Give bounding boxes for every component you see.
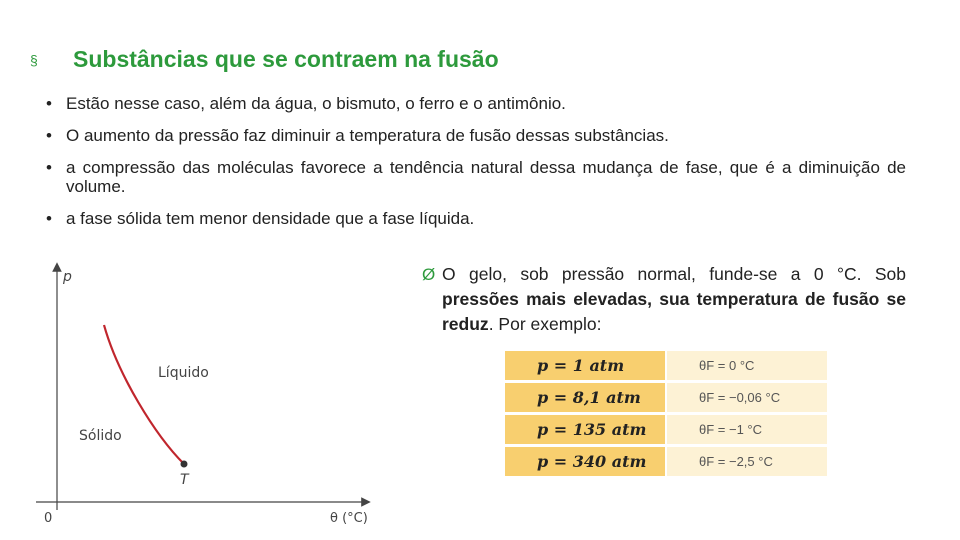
pressure-cell: p = 340 atm (505, 447, 665, 476)
bullet-dot-icon: • (46, 209, 52, 228)
triple-point-label: T (180, 472, 189, 488)
bullet-dot-icon: • (46, 158, 52, 177)
table-row (505, 447, 827, 476)
example-text-post: . Por exemplo: (488, 314, 602, 334)
triple-point (181, 461, 188, 468)
bullet-dot-icon: • (46, 126, 52, 145)
temperature-cell: θF = −2,5 °C (665, 447, 827, 476)
arrow-bullet-icon: Ø (422, 265, 436, 284)
region-solid-label: Sólido (79, 428, 122, 444)
title-bullet-icon: § (30, 52, 38, 68)
table-row (505, 415, 827, 444)
bullet-dot-icon: • (46, 94, 52, 113)
bullet-item (40, 126, 906, 145)
example-paragraph (422, 262, 906, 337)
bullet-list (40, 94, 906, 241)
bullet-item (40, 209, 906, 228)
x-axis-label: θ (°C) (330, 511, 368, 526)
phase-diagram (0, 255, 400, 540)
temperature-cell: θF = −0,06 °C (665, 383, 827, 412)
bullet-item (40, 94, 906, 113)
slide-title: Substâncias que se contraem na fusão (73, 46, 499, 72)
temperature-cell: θF = 0 °C (665, 351, 827, 380)
pressure-cell: p = 135 atm (505, 415, 665, 444)
table-row (505, 383, 827, 412)
origin-label: 0 (44, 511, 53, 526)
bullet-text: a compressão das moléculas favorece a tendência natural dessa mudança de fase, que é a diminuição de volume. (66, 158, 906, 196)
bullet-text: a fase sólida tem menor densidade que a fase líquida. (66, 209, 475, 228)
bullet-item (40, 158, 906, 196)
bullet-text: Estão nesse caso, além da água, o bismuto, o ferro e o antimônio. (66, 94, 566, 113)
pressure-temperature-table (505, 348, 827, 479)
temperature-cell: θF = −1 °C (665, 415, 827, 444)
region-liquid-label: Líquido (158, 365, 209, 381)
pressure-cell: p = 1 atm (505, 351, 665, 380)
table-row (505, 351, 827, 380)
bullet-text: O aumento da pressão faz diminuir a temperatura de fusão dessas substâncias. (66, 126, 669, 145)
example-text-bold: pressões mais elevadas, sua temperatura de fusão se reduz (442, 289, 906, 334)
y-axis-label: p (63, 269, 72, 285)
example-text-pre: O gelo, sob pressão normal, funde-se a 0 °C. Sob (442, 264, 906, 284)
pressure-cell: p = 8,1 atm (505, 383, 665, 412)
